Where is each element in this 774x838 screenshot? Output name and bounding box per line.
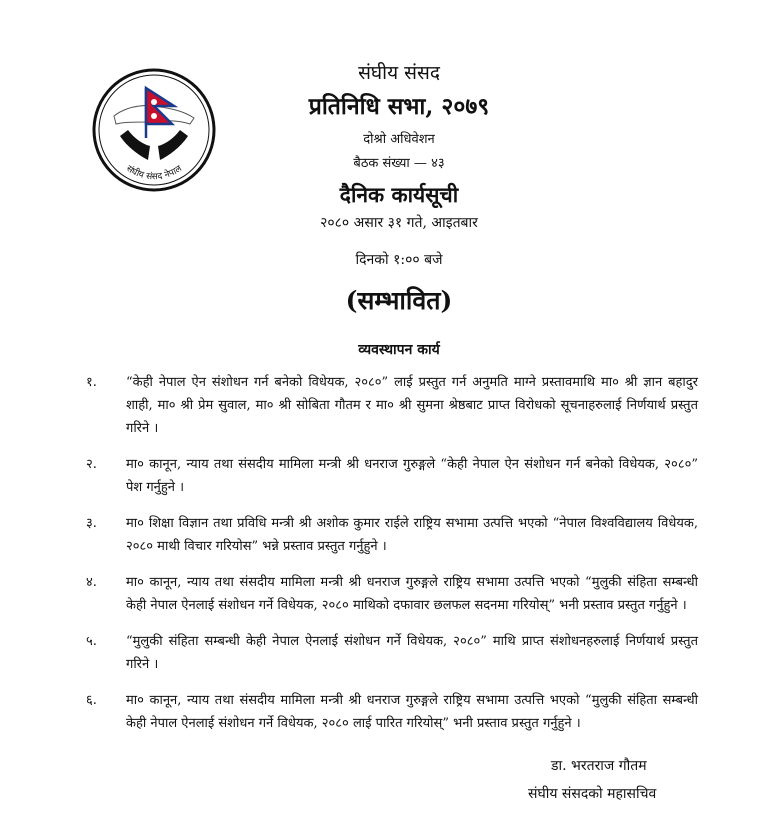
probable-label: (सम्भावित) (345, 286, 453, 315)
section-title: व्यवस्थापन कार्य (358, 342, 440, 358)
agenda-item (86, 630, 698, 676)
item-number: ४. (86, 575, 97, 590)
seal-text: संघीय संसद नेपाल (124, 163, 184, 183)
item-number: ५. (86, 634, 97, 649)
meeting-time: दिनको १:०० बजे (355, 252, 443, 268)
signatory-name: डा. भरतराज गौतम (551, 758, 647, 774)
parliament-seal-icon (90, 66, 218, 194)
parliament-name: संघीय संसद (358, 62, 440, 84)
item-number: ३. (86, 516, 97, 531)
meeting-number: बैठक संख्या — ४३ (353, 156, 445, 171)
item-number: २. (86, 457, 97, 472)
agenda-item (86, 571, 698, 617)
agenda-item (86, 453, 698, 499)
signatory-title: संघीय संसदको महासचिव (528, 786, 657, 802)
agenda-items (86, 371, 698, 748)
house-title: प्रतिनिधि सभा, २०७९ (308, 93, 490, 120)
item-text: मा० शिक्षा विज्ञान तथा प्रविधि मन्त्री श्री अशोक कुमार राईले राष्ट्रिय सभामा उत्पत्ति भएको “नेपाल विश्वविद्यालय विधेयक, २०८० माथी विचार गरियोस” भन्ने प्रस्ताव प्रस्तुत गर्नुहुने । (126, 516, 698, 554)
session-label: दोश्रो अधिवेशन (363, 132, 435, 147)
item-text: मा० कानून, न्याय तथा संसदीय मामिला मन्त्री श्री धनराज गुरुङ्गले “केही नेपाल ऐन संशोधन गर्न बनेको विधेयक, २०८०” पेश गर्नुहुने । (126, 457, 698, 495)
item-text: “केही नेपाल ऐन संशोधन गर्न बनेको विधेयक, २०८०” लाई प्रस्तुत गर्न अनुमति माग्ने प्रस्तावमाथि मा० श्री ज्ञान बहादुर शाही, मा० श्री प्रेम सुवाल, मा० श्री सोबिता गौतम र मा० श्री सुमना श्रेष्ठबाट प्राप्त विरोधको सूचनाहरुलाई निर्णयार्थ प्रस्तुत गरिने । (126, 375, 698, 436)
item-number: १. (86, 375, 97, 390)
seal-svg (90, 66, 218, 194)
item-text: मा० कानून, न्याय तथा संसदीय मामिला मन्त्री श्री धनराज गुरुङ्गले राष्ट्रिय सभामा उत्पत्ति भएको “मुलुकी संहिता सम्बन्धी केही नेपाल ऐनलाई संशोधन गर्ने विधेयक, २०८० लाई पारित गरियोस्” भनी प्रस्ताव प्रस्तुत गर्नुहुने । (126, 693, 698, 731)
agenda-item (86, 371, 698, 440)
agenda-item (86, 689, 698, 735)
agenda-date: २०८० असार ३१ गते, आइतबार (320, 215, 478, 231)
agenda-title: दैनिक कार्यसूची (339, 182, 459, 207)
item-number: ६. (86, 693, 97, 708)
agenda-item (86, 512, 698, 558)
item-text: “मुलुकी संहिता सम्बन्धी केही नेपाल ऐनलाई संशोधन गर्ने विधेयक, २०८०” माथि प्राप्त संशोधनहरुलाई निर्णयार्थ प्रस्तुत गरिने । (126, 634, 698, 672)
item-text: मा० कानून, न्याय तथा संसदीय मामिला मन्त्री श्री धनराज गुरुङ्गले राष्ट्रिय सभामा उत्पत्ति भएको “मुलुकी संहिता सम्बन्धी केही नेपाल ऐनलाई संशोधन गर्ने विधेयक, २०८० माथिको दफावार छलफल सदनमा गरियोस्” भनी प्रस्ताव प्रस्तुत गर्नुहुने । (126, 575, 698, 613)
